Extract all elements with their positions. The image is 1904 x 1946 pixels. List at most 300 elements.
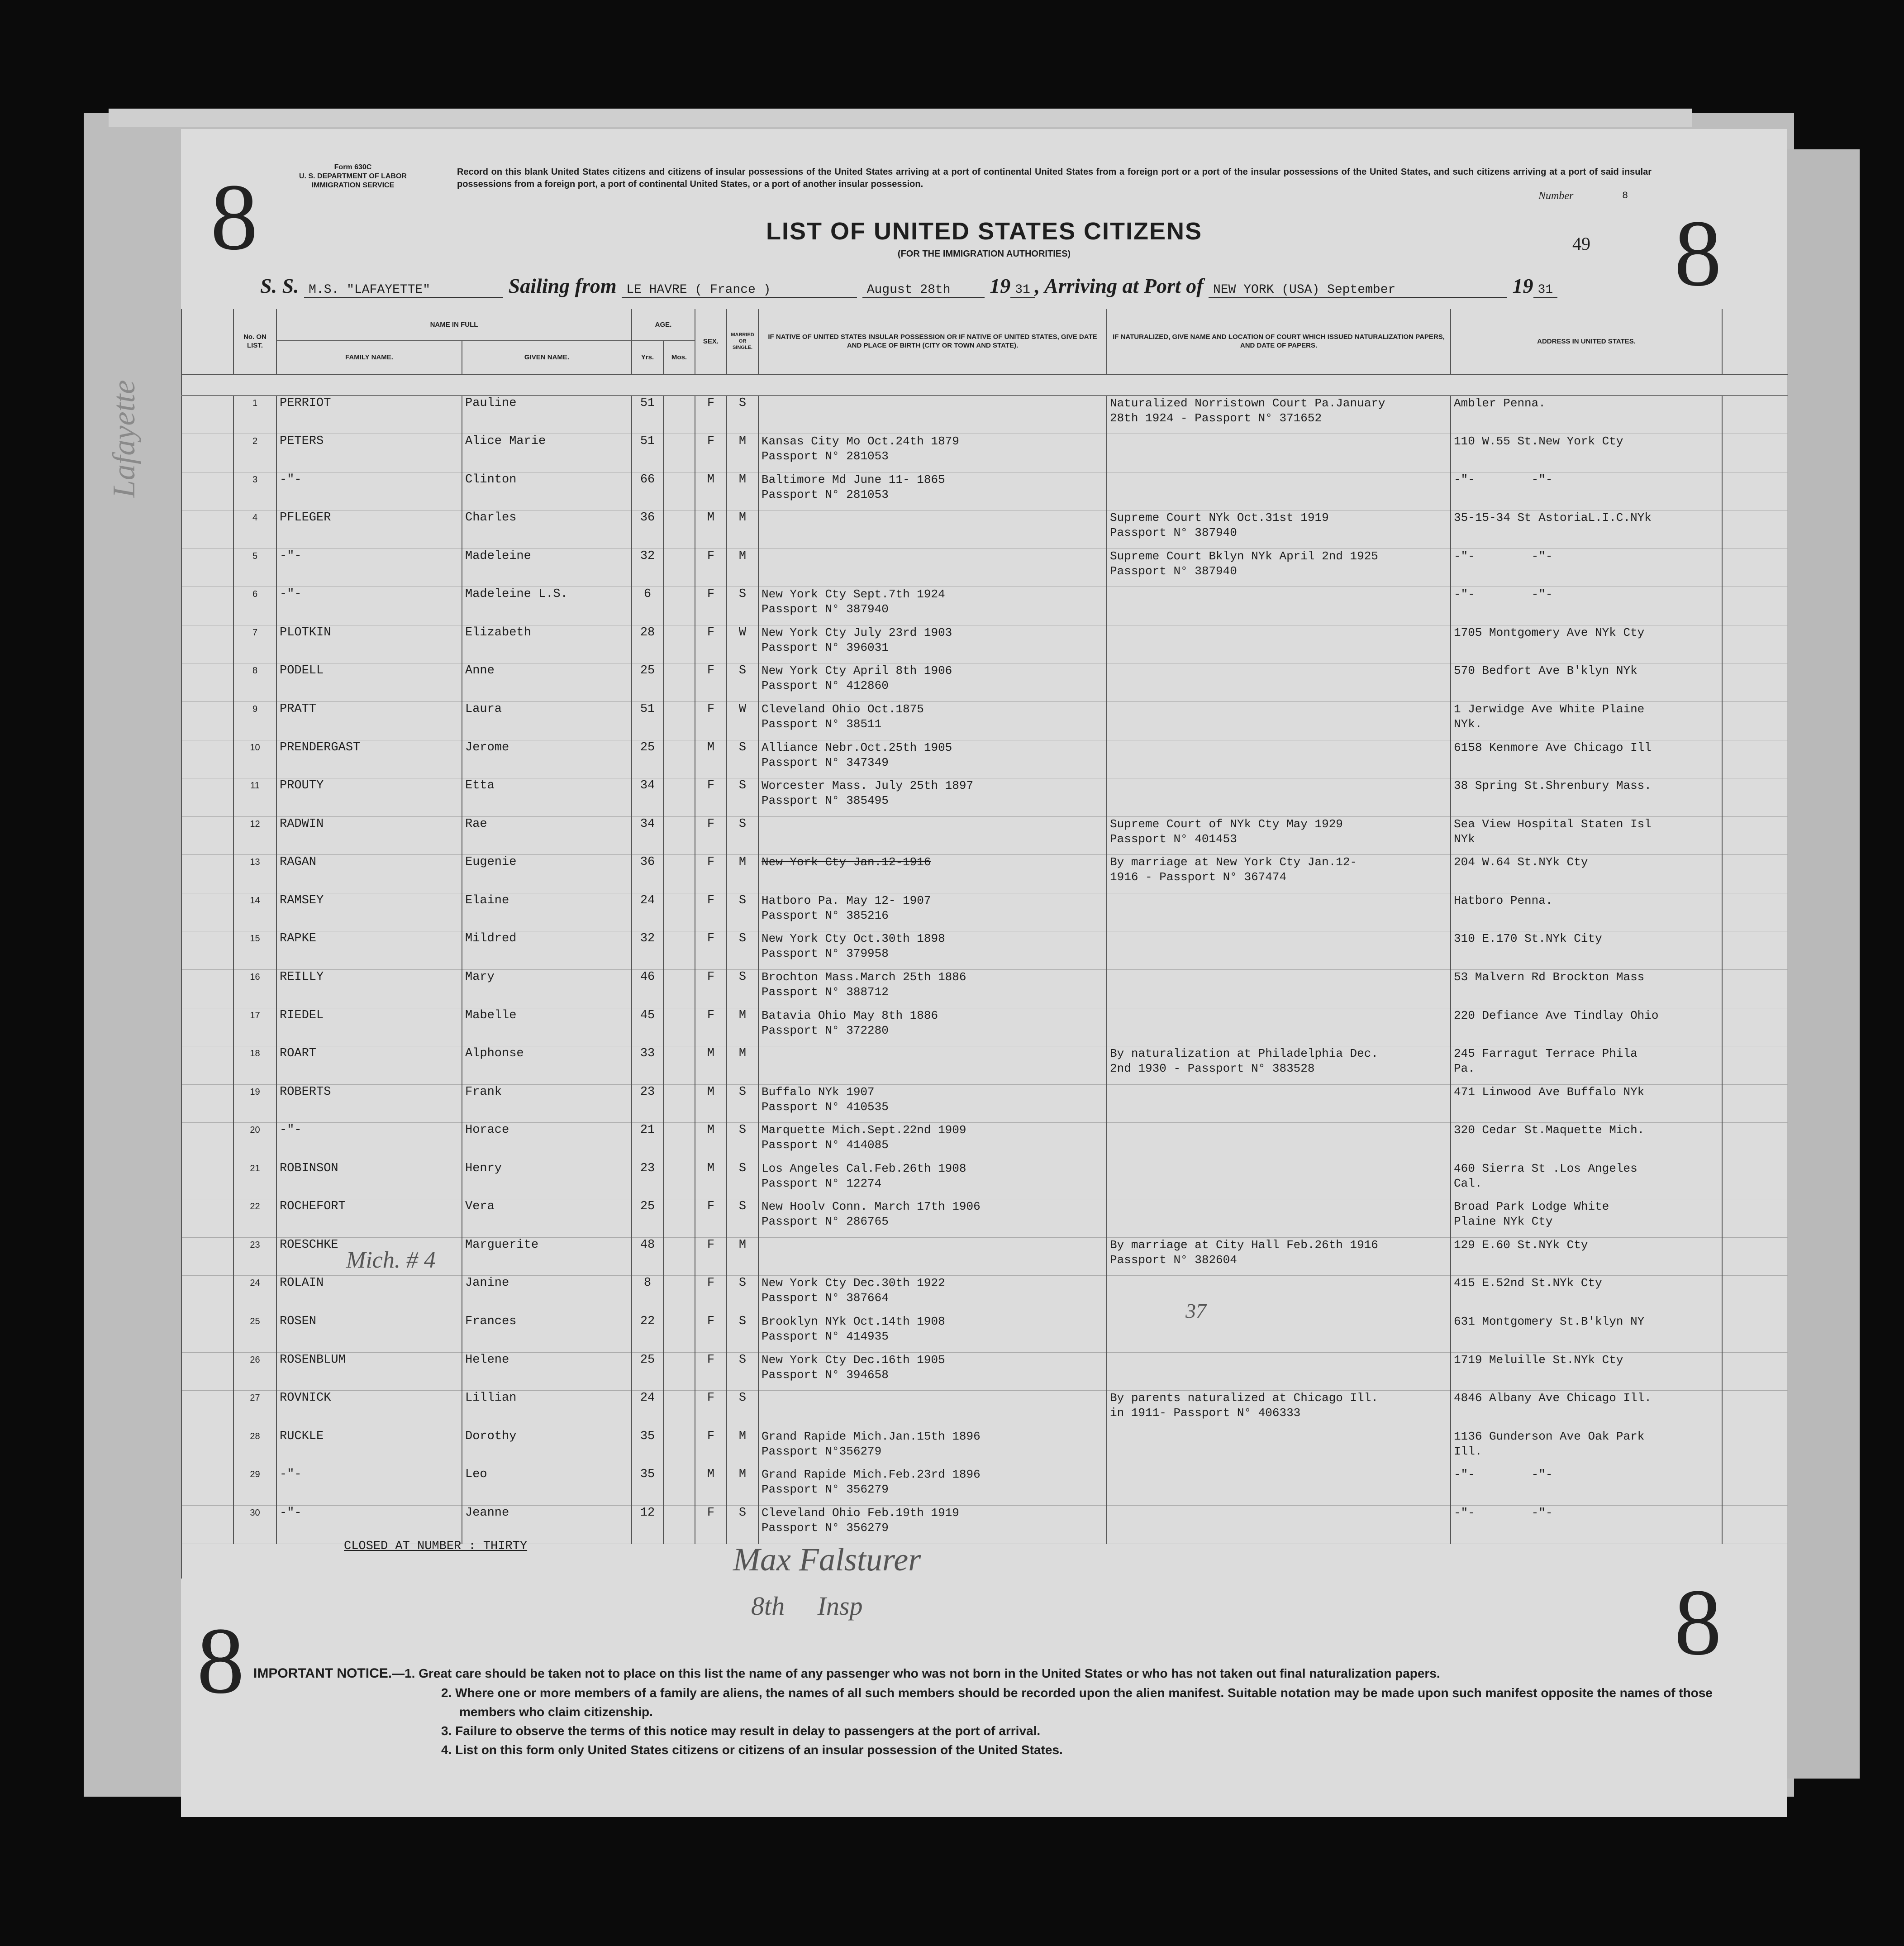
marital-status: M [727, 472, 758, 510]
birth-info: Cleveland Ohio Feb.19th 1919 Passport N° 356279 [758, 1505, 1107, 1544]
margin-cell [181, 1505, 233, 1544]
us-address: 245 Farragut Terrace Phila Pa. [1451, 1046, 1722, 1085]
family-name: RADWIN [276, 816, 462, 855]
sex: F [695, 893, 727, 931]
family-name: RAPKE [276, 931, 462, 970]
naturalization-info [1107, 1352, 1451, 1391]
blank-header [1722, 309, 1788, 374]
family-name: PETERS [276, 434, 462, 472]
blank-cell [1722, 434, 1788, 472]
row-number: 21 [233, 1161, 276, 1199]
sex: F [695, 1008, 727, 1046]
sex: M [695, 740, 727, 778]
number-value: 8 [1622, 190, 1628, 201]
naturalization-info: Naturalized Norristown Court Pa.January 28th 1924 - Passport N° 371652 [1107, 396, 1451, 434]
given-name: Madeleine L.S. [462, 587, 632, 625]
naturalization-info [1107, 663, 1451, 702]
us-address: 1 Jerwidge Ave White Plaine NYk. [1451, 702, 1722, 740]
blank-cell [1722, 1199, 1788, 1238]
table-row [181, 893, 1788, 931]
margin-cell [181, 472, 233, 510]
department-name: U. S. DEPARTMENT OF LABOR [299, 172, 407, 180]
marital-status: M [727, 1467, 758, 1506]
naturalization-info [1107, 931, 1451, 970]
header-age: AGE. [632, 309, 695, 341]
age-years: 66 [632, 472, 663, 510]
notice-item-2: 2. Where one or more members of a family are aliens, the names of all such members should be recorded upon the alien manifest. Suitable notation may be made upon such manifest opposite the names of those members who claim citizenship. [441, 1686, 1713, 1719]
row-number: 27 [233, 1391, 276, 1429]
family-name: PLOTKIN [276, 625, 462, 663]
birth-info: New York Cty July 23rd 1903 Passport N° 396031 [758, 625, 1107, 663]
family-name: PODELL [276, 663, 462, 702]
header-address: ADDRESS IN UNITED STATES. [1451, 309, 1722, 374]
us-address: 38 Spring St.Shrenbury Mass. [1451, 778, 1722, 817]
age-months [663, 472, 695, 510]
family-name: RUCKLE [276, 1429, 462, 1467]
birth-info: Marquette Mich.Sept.22nd 1909 Passport N° 414085 [758, 1123, 1107, 1161]
birth-info: New York Cty Sept.7th 1924 Passport N° 387940 [758, 587, 1107, 625]
margin-cell [181, 1084, 233, 1123]
age-months [663, 1084, 695, 1123]
margin-cell [181, 396, 233, 434]
marital-status: S [727, 893, 758, 931]
departure-year: 31 [1010, 283, 1035, 298]
header-naturalized: IF NATURALIZED, GIVE NAME AND LOCATION OF COURT WHICH ISSUED NATURALIZATION PAPERS, AND DATE OF PAPERS. [1107, 309, 1451, 374]
age-years: 25 [632, 1199, 663, 1238]
row-number: 29 [233, 1467, 276, 1506]
us-address: -"- -"- [1451, 1467, 1722, 1506]
given-name: Lillian [462, 1391, 632, 1429]
family-name: RAMSEY [276, 893, 462, 931]
birth-info [758, 549, 1107, 587]
blank-cell [1722, 1276, 1788, 1314]
given-name: Henry [462, 1161, 632, 1199]
birth-info [758, 1237, 1107, 1276]
family-name: -"- [276, 587, 462, 625]
naturalization-info [1107, 702, 1451, 740]
sex: F [695, 434, 727, 472]
margin-cell [181, 1391, 233, 1429]
given-name: Anne [462, 663, 632, 702]
age-years: 51 [632, 396, 663, 434]
header-name-in-full: NAME IN FULL [276, 309, 632, 341]
birth-info: Los Angeles Cal.Feb.26th 1908 Passport N° 12274 [758, 1161, 1107, 1199]
given-name: Jeanne [462, 1505, 632, 1544]
table-row [181, 434, 1788, 472]
corner-number-top-right: 8 [1674, 201, 1722, 306]
margin-cell [181, 1276, 233, 1314]
row-number: 26 [233, 1352, 276, 1391]
given-name: Pauline [462, 396, 632, 434]
table-row [181, 778, 1788, 817]
marital-status: S [727, 1314, 758, 1353]
naturalization-info: Supreme Court of NYk Cty May 1929 Passport N° 401453 [1107, 816, 1451, 855]
row-number: 9 [233, 702, 276, 740]
age-months [663, 931, 695, 970]
marital-status: S [727, 1084, 758, 1123]
margin-cell [181, 549, 233, 587]
table-row [181, 1505, 1788, 1544]
naturalization-info: By marriage at City Hall Feb.26th 1916 Passport N° 382604 [1107, 1237, 1451, 1276]
page-title: LIST OF UNITED STATES CITIZENS [766, 218, 1202, 245]
margin-cell [181, 1352, 233, 1391]
age-months [663, 1276, 695, 1314]
birth-info: Grand Rapide Mich.Feb.23rd 1896 Passport N° 356279 [758, 1467, 1107, 1506]
given-name: Helene [462, 1352, 632, 1391]
family-name: REILLY [276, 969, 462, 1008]
blank-cell [1722, 1008, 1788, 1046]
naturalization-info: Supreme Court NYk Oct.31st 1919 Passport N° 387940 [1107, 510, 1451, 549]
sex: M [695, 1161, 727, 1199]
family-name: -"- [276, 1123, 462, 1161]
given-name: Alphonse [462, 1046, 632, 1085]
margin-cell [181, 663, 233, 702]
notice-lead: IMPORTANT NOTICE. [253, 1666, 392, 1681]
margin-cell [181, 434, 233, 472]
given-name: Charles [462, 510, 632, 549]
sex: F [695, 1237, 727, 1276]
us-address: 1719 Meluille St.NYk Cty [1451, 1352, 1722, 1391]
age-months [663, 625, 695, 663]
us-address: 1705 Montgomery Ave NYk Cty [1451, 625, 1722, 663]
row-number: 8 [233, 663, 276, 702]
age-months [663, 1314, 695, 1353]
sex: M [695, 1084, 727, 1123]
sex: F [695, 1505, 727, 1544]
us-address: 460 Sierra St .Los Angeles Cal. [1451, 1161, 1722, 1199]
us-address: 320 Cedar St.Maquette Mich. [1451, 1123, 1722, 1161]
birth-info [758, 396, 1107, 434]
birth-info: Worcester Mass. July 25th 1897 Passport N° 385495 [758, 778, 1107, 817]
birth-info: Cleveland Ohio Oct.1875 Passport N° 38511 [758, 702, 1107, 740]
row-number: 28 [233, 1429, 276, 1467]
table-row [181, 396, 1788, 434]
us-address: Sea View Hospital Staten Isl NYk [1451, 816, 1722, 855]
age-years: 36 [632, 855, 663, 893]
given-name: Janine [462, 1276, 632, 1314]
marital-status: S [727, 1276, 758, 1314]
row-number: 16 [233, 969, 276, 1008]
birth-info: New York Cty Dec.30th 1922 Passport N° 387664 [758, 1276, 1107, 1314]
blank-cell [1722, 1314, 1788, 1353]
row-number: 1 [233, 396, 276, 434]
sex: F [695, 1314, 727, 1353]
sex: F [695, 587, 727, 625]
birth-info: Alliance Nebr.Oct.25th 1905 Passport N° 347349 [758, 740, 1107, 778]
blank-cell [1722, 510, 1788, 549]
table-row [181, 740, 1788, 778]
naturalization-info [1107, 1429, 1451, 1467]
manifest-page [181, 129, 1787, 1817]
age-months [663, 396, 695, 434]
birth-info [758, 1046, 1107, 1085]
sailing-label: Sailing from [508, 274, 617, 297]
marital-status: S [727, 1123, 758, 1161]
given-name: Horace [462, 1123, 632, 1161]
passenger-table [181, 309, 1788, 1579]
table-row [181, 587, 1788, 625]
naturalization-info: By marriage at New York Cty Jan.12- 1916 - Passport N° 367474 [1107, 855, 1451, 893]
table-row [181, 855, 1788, 893]
table-row [181, 549, 1788, 587]
table-row [181, 663, 1788, 702]
birth-info: Buffalo NYk 1907 Passport N° 410535 [758, 1084, 1107, 1123]
table-row [181, 1161, 1788, 1199]
us-address: -"- -"- [1451, 587, 1722, 625]
us-address: 6158 Kenmore Ave Chicago Ill [1451, 740, 1722, 778]
margin-cell [181, 931, 233, 970]
header-sex: SEX. [695, 309, 727, 374]
blank-cell [1722, 396, 1788, 434]
margin-cell [181, 816, 233, 855]
age-months [663, 893, 695, 931]
departure-year-prefix: 19 [990, 274, 1011, 297]
us-address: Ambler Penna. [1451, 396, 1722, 434]
passenger-rows [181, 396, 1788, 1544]
sex: M [695, 510, 727, 549]
age-years: 51 [632, 434, 663, 472]
sex: F [695, 1276, 727, 1314]
sex: F [695, 969, 727, 1008]
us-address: 110 W.55 St.New York Cty [1451, 434, 1722, 472]
age-months [663, 1429, 695, 1467]
given-name: Frank [462, 1084, 632, 1123]
birth-info: Brooklyn NYk Oct.14th 1908 Passport N° 414935 [758, 1314, 1107, 1353]
header-birth: IF NATIVE OF UNITED STATES INSULAR POSSESSION OR IF NATIVE OF UNITED STATES, GIVE DATE AND PLACE OF BIRTH (CITY OR TOWN AND STATE). [758, 309, 1107, 374]
naturalization-info [1107, 1314, 1451, 1353]
voyage-line: S. S. M.S. "LAFAYETTE" Sailing from LE HAVRE ( France ) August 28th 19 31 , Arriving at Port of NEW YORK (USA) September 19 31 [260, 274, 1557, 298]
age-years: 45 [632, 1008, 663, 1046]
marital-status: S [727, 1505, 758, 1544]
blank-cell [1722, 1467, 1788, 1506]
sex: F [695, 549, 727, 587]
margin-cell [181, 1046, 233, 1085]
given-name: Frances [462, 1314, 632, 1353]
us-address: -"- -"- [1451, 1505, 1722, 1544]
table-row [181, 1391, 1788, 1429]
naturalization-info [1107, 778, 1451, 817]
us-address: -"- -"- [1451, 549, 1722, 587]
table-row [181, 625, 1788, 663]
naturalization-info [1107, 434, 1451, 472]
row-number: 13 [233, 855, 276, 893]
blank-cell [1722, 1046, 1788, 1085]
table-row [181, 510, 1788, 549]
age-years: 36 [632, 510, 663, 549]
margin-cell [181, 1237, 233, 1276]
sex: F [695, 663, 727, 702]
marital-status: M [727, 1008, 758, 1046]
family-name: ROART [276, 1046, 462, 1085]
sex: F [695, 625, 727, 663]
row-number: 10 [233, 740, 276, 778]
us-address: 53 Malvern Rd Brockton Mass [1451, 969, 1722, 1008]
age-months [663, 1352, 695, 1391]
blank-cell [1722, 663, 1788, 702]
marital-status: W [727, 702, 758, 740]
margin-cell [181, 740, 233, 778]
row-number: 30 [233, 1505, 276, 1544]
table-row [181, 1008, 1788, 1046]
age-months [663, 1046, 695, 1085]
age-years: 25 [632, 1352, 663, 1391]
family-name: PRATT [276, 702, 462, 740]
naturalization-info [1107, 1161, 1451, 1199]
margin-note: Lafayette [107, 380, 142, 498]
age-years: 51 [632, 702, 663, 740]
birth-info: New York Cty Dec.16th 1905 Passport N° 394658 [758, 1352, 1107, 1391]
marital-status: S [727, 1352, 758, 1391]
handwritten-mark: Mich. # 4 [346, 1247, 436, 1273]
birth-info: New York Cty Jan.12-1916 [758, 855, 1107, 893]
marital-status: S [727, 663, 758, 702]
background-sheet [109, 109, 1692, 127]
family-name: RAGAN [276, 855, 462, 893]
arrival-year-prefix: 19 [1512, 274, 1533, 297]
marital-status: M [727, 855, 758, 893]
age-months [663, 549, 695, 587]
row-number: 15 [233, 931, 276, 970]
marital-status: S [727, 1199, 758, 1238]
blank-cell [1722, 778, 1788, 817]
age-months [663, 1505, 695, 1544]
blank-cell [1722, 1237, 1788, 1276]
us-address: 4846 Albany Ave Chicago Ill. [1451, 1391, 1722, 1429]
table-row [181, 472, 1788, 510]
given-name: Jerome [462, 740, 632, 778]
us-address: 1136 Gunderson Ave Oak Park Ill. [1451, 1429, 1722, 1467]
notice-text-1: —1. Great care should be taken not to place on this list the name of any passenger who was not born in the United States or who has not taken out final naturalization papers. [392, 1666, 1440, 1680]
margin-cell [181, 1467, 233, 1506]
us-address: 415 E.52nd St.NYk Cty [1451, 1276, 1722, 1314]
corner-number-bottom-left: 8 [197, 1608, 244, 1713]
row-number: 6 [233, 587, 276, 625]
age-years: 46 [632, 969, 663, 1008]
birth-info: Brochton Mass.March 25th 1886 Passport N° 388712 [758, 969, 1107, 1008]
header-family-name: FAMILY NAME. [276, 341, 462, 374]
margin-cell [181, 587, 233, 625]
sex: F [695, 1199, 727, 1238]
row-number: 22 [233, 1199, 276, 1238]
age-months [663, 969, 695, 1008]
arrival-port: NEW YORK (USA) September [1209, 283, 1507, 298]
record-instructions: Record on this blank United States citizens and citizens of insular possessions of the United States arriving at a port of continental United States from a foreign port or a port of the insular possessions of the United States, and such citizens arriving at a port of said insular possessions from a foreign port, a port of continental United States, or a port of another insular possession. [457, 167, 1652, 189]
arriving-label: Arriving at Port of [1044, 274, 1204, 297]
age-years: 6 [632, 587, 663, 625]
header-mos: Mos. [663, 341, 695, 374]
birth-info [758, 510, 1107, 549]
margin-cell [181, 625, 233, 663]
family-name: -"- [276, 472, 462, 510]
age-months [663, 1467, 695, 1506]
sex: F [695, 1391, 727, 1429]
row-number: 7 [233, 625, 276, 663]
notice-item-4: 4. List on this form only United States citizens or citizens of an insular possession of the United States. [441, 1743, 1063, 1757]
age-months [663, 1199, 695, 1238]
margin-header [181, 309, 233, 374]
row-number: 18 [233, 1046, 276, 1085]
sex: M [695, 1123, 727, 1161]
marital-status: S [727, 396, 758, 434]
age-months [663, 1237, 695, 1276]
row-number: 12 [233, 816, 276, 855]
us-address: Hatboro Penna. [1451, 893, 1722, 931]
margin-cell [181, 1008, 233, 1046]
blank-cell [1722, 740, 1788, 778]
us-address: 220 Defiance Ave Tindlay Ohio [1451, 1008, 1722, 1046]
sex: M [695, 472, 727, 510]
age-years: 24 [632, 1391, 663, 1429]
family-name: RIEDEL [276, 1008, 462, 1046]
corner-number-bottom-right: 8 [1674, 1570, 1722, 1675]
corner-number-top-left: 8 [210, 165, 258, 270]
departure-port: LE HAVRE ( France ) [622, 283, 857, 298]
given-name: Mabelle [462, 1008, 632, 1046]
margin-cell [181, 969, 233, 1008]
table-row [181, 1352, 1788, 1391]
blank-cell [1722, 702, 1788, 740]
marital-status: S [727, 816, 758, 855]
given-name: Marguerite [462, 1237, 632, 1276]
family-name: ROESCHKE [276, 1237, 462, 1276]
age-years: 35 [632, 1429, 663, 1467]
blank-cell [1722, 893, 1788, 931]
row-number: 19 [233, 1084, 276, 1123]
birth-info: Grand Rapide Mich.Jan.15th 1896 Passport N°356279 [758, 1429, 1107, 1467]
age-months [663, 1008, 695, 1046]
sex: F [695, 396, 727, 434]
age-years: 22 [632, 1314, 663, 1353]
us-address: 471 Linwood Ave Buffalo NYk [1451, 1084, 1722, 1123]
blank-cell [1722, 472, 1788, 510]
age-months [663, 855, 695, 893]
closing-note: CLOSED AT NUMBER : THIRTY [344, 1540, 528, 1553]
row-number: 25 [233, 1314, 276, 1353]
service-name: IMMIGRATION SERVICE [311, 181, 395, 189]
family-name: PROUTY [276, 778, 462, 817]
age-months [663, 663, 695, 702]
given-name: Madeleine [462, 549, 632, 587]
row-number: 24 [233, 1276, 276, 1314]
sex: M [695, 1467, 727, 1506]
blank-cell [1722, 1505, 1788, 1544]
age-months [663, 1391, 695, 1429]
blank-cell [1722, 1084, 1788, 1123]
family-name: ROCHEFORT [276, 1199, 462, 1238]
row-number: 2 [233, 434, 276, 472]
margin-cell [181, 1199, 233, 1238]
margin-cell [181, 1314, 233, 1353]
naturalization-info [1107, 1276, 1451, 1314]
blank-cell [1722, 1429, 1788, 1467]
given-name: Dorothy [462, 1429, 632, 1467]
row-number: 5 [233, 549, 276, 587]
table-row [181, 1199, 1788, 1238]
family-name: ROSEN [276, 1314, 462, 1353]
naturalization-info [1107, 1084, 1451, 1123]
table-row [181, 1123, 1788, 1161]
age-months [663, 587, 695, 625]
given-name: Mildred [462, 931, 632, 970]
table-row [181, 1276, 1788, 1314]
naturalization-info [1107, 893, 1451, 931]
age-years: 33 [632, 1046, 663, 1085]
age-months [663, 510, 695, 549]
given-name: Laura [462, 702, 632, 740]
family-name: PERRIOT [276, 396, 462, 434]
table-row [181, 702, 1788, 740]
sex: F [695, 931, 727, 970]
